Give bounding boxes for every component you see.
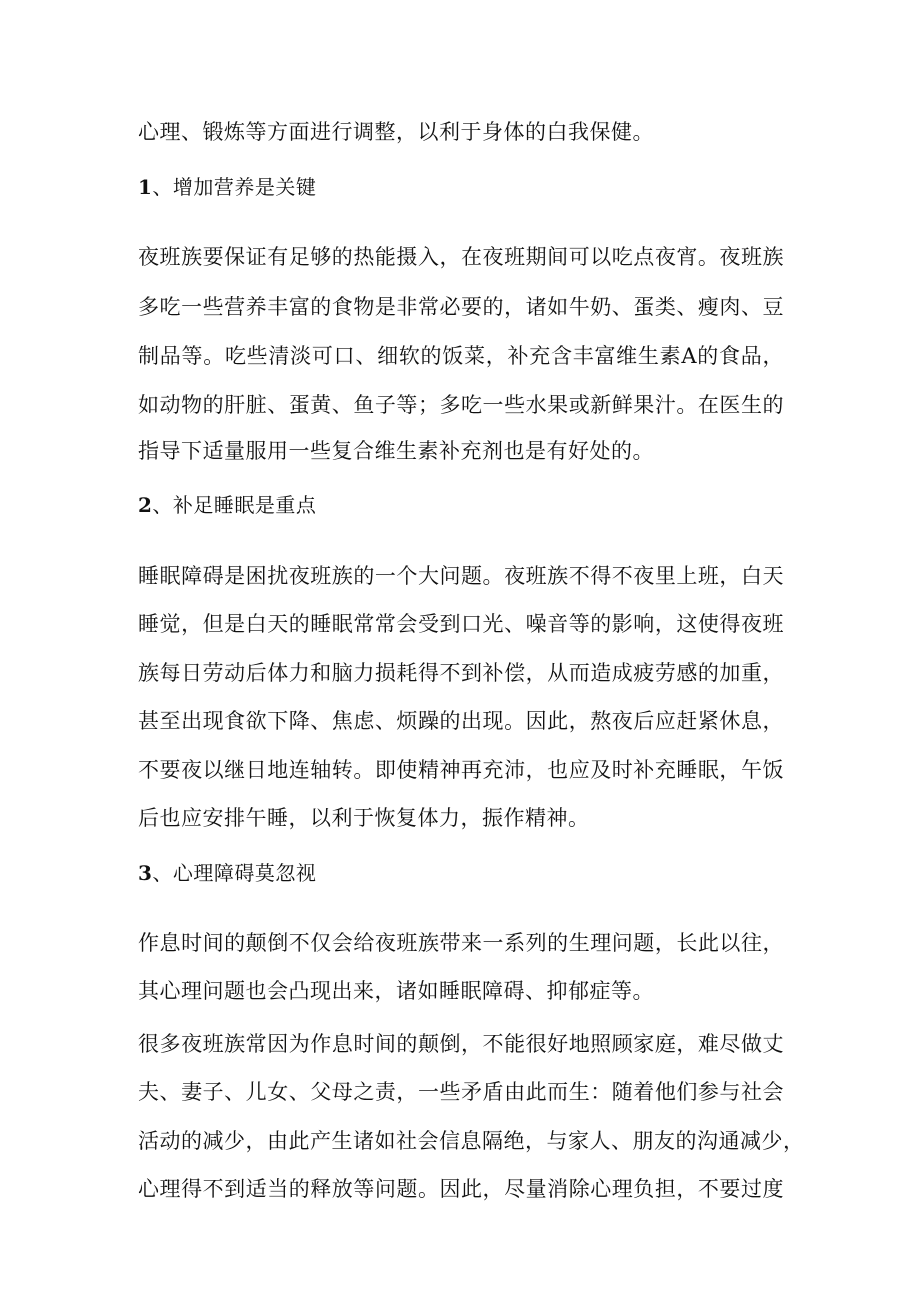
paragraph-line: 其心理问题也会凸现出来，诸如睡眠障碍、抑郁症等。 — [138, 979, 654, 1003]
section-heading-2 — [138, 490, 784, 520]
section-title: 、补足睡眠是重点 — [152, 493, 317, 517]
section-heading-3 — [138, 858, 784, 888]
section-number: 3 — [138, 861, 153, 885]
section-number: 1 — [138, 175, 153, 199]
paragraph-line: 心理得不到适当的释放等问题。因此，尽量消除心理负担，不要过度 — [138, 1177, 784, 1201]
paragraph-line: 睡眠障碍是困扰夜班族的一个大问题。夜班族不得不夜里上班，白天 — [138, 564, 784, 588]
paragraph-line: 活动的减少，由此产生诸如社会信息隔绝，与家人、朋友的沟通减少， — [138, 1129, 805, 1153]
paragraph-line: 指导下适量服用一些复合维生素补充剂也是有好处的。 — [138, 439, 654, 463]
section-title: 、增加营养是关键 — [152, 175, 317, 199]
paragraph-line: 多吃一些营养丰富的食物是非常必要的，诸如牛奶、蛋类、瘦肉、豆 — [138, 295, 784, 319]
paragraph-line: 如动物的肝脏、蛋黄、鱼子等；多吃一些水果或新鲜果汁。在医生的 — [138, 393, 784, 417]
section-title: 、心理障碍莫忽视 — [152, 861, 317, 885]
paragraph-line: 后也应安排午睡，以利于恢复体力，振作精神。 — [138, 806, 590, 830]
section-heading-1 — [138, 172, 784, 202]
paragraph-line: 甚至出现食欲下降、焦虑、烦躁的出现。因此，熬夜后应赶紧休息， — [138, 709, 784, 733]
paragraph-line: 作息时间的颠倒不仅会给夜班族带来一系列的生理问题，长此以往， — [138, 931, 784, 955]
paragraph-line: 夜班族要保证有足够的热能摄入，在夜班期间可以吃点夜宵。夜班族 — [138, 245, 784, 269]
paragraph-line: 族每日劳动后体力和脑力损耗得不到补偿，从而造成疲劳感的加重， — [138, 661, 784, 685]
paragraph-line: 睡觉，但是白天的睡眠常常会受到口光、噪音等的影响，这使得夜班 — [138, 612, 784, 636]
paragraph-line: 夫、妻子、儿女、父母之责，一些矛盾由此而生：随着他们参与社会 — [138, 1080, 784, 1104]
section-number: 2 — [138, 493, 153, 517]
paragraph-line: 不要夜以继日地连轴转。即使精神再充沛，也应及时补充睡眠，午饭 — [138, 758, 784, 782]
paragraph-line: 很多夜班族常因为作息时间的颠倒，不能很好地照顾家庭，难尽做丈 — [138, 1032, 784, 1056]
intro-line: 心理、锻炼等方面进行调整，以利于身体的白我保健。 — [138, 120, 654, 144]
paragraph-line: 制品等。吃些清淡可口、细软的饭菜，补充含丰富维生素A的食品， — [138, 344, 784, 368]
